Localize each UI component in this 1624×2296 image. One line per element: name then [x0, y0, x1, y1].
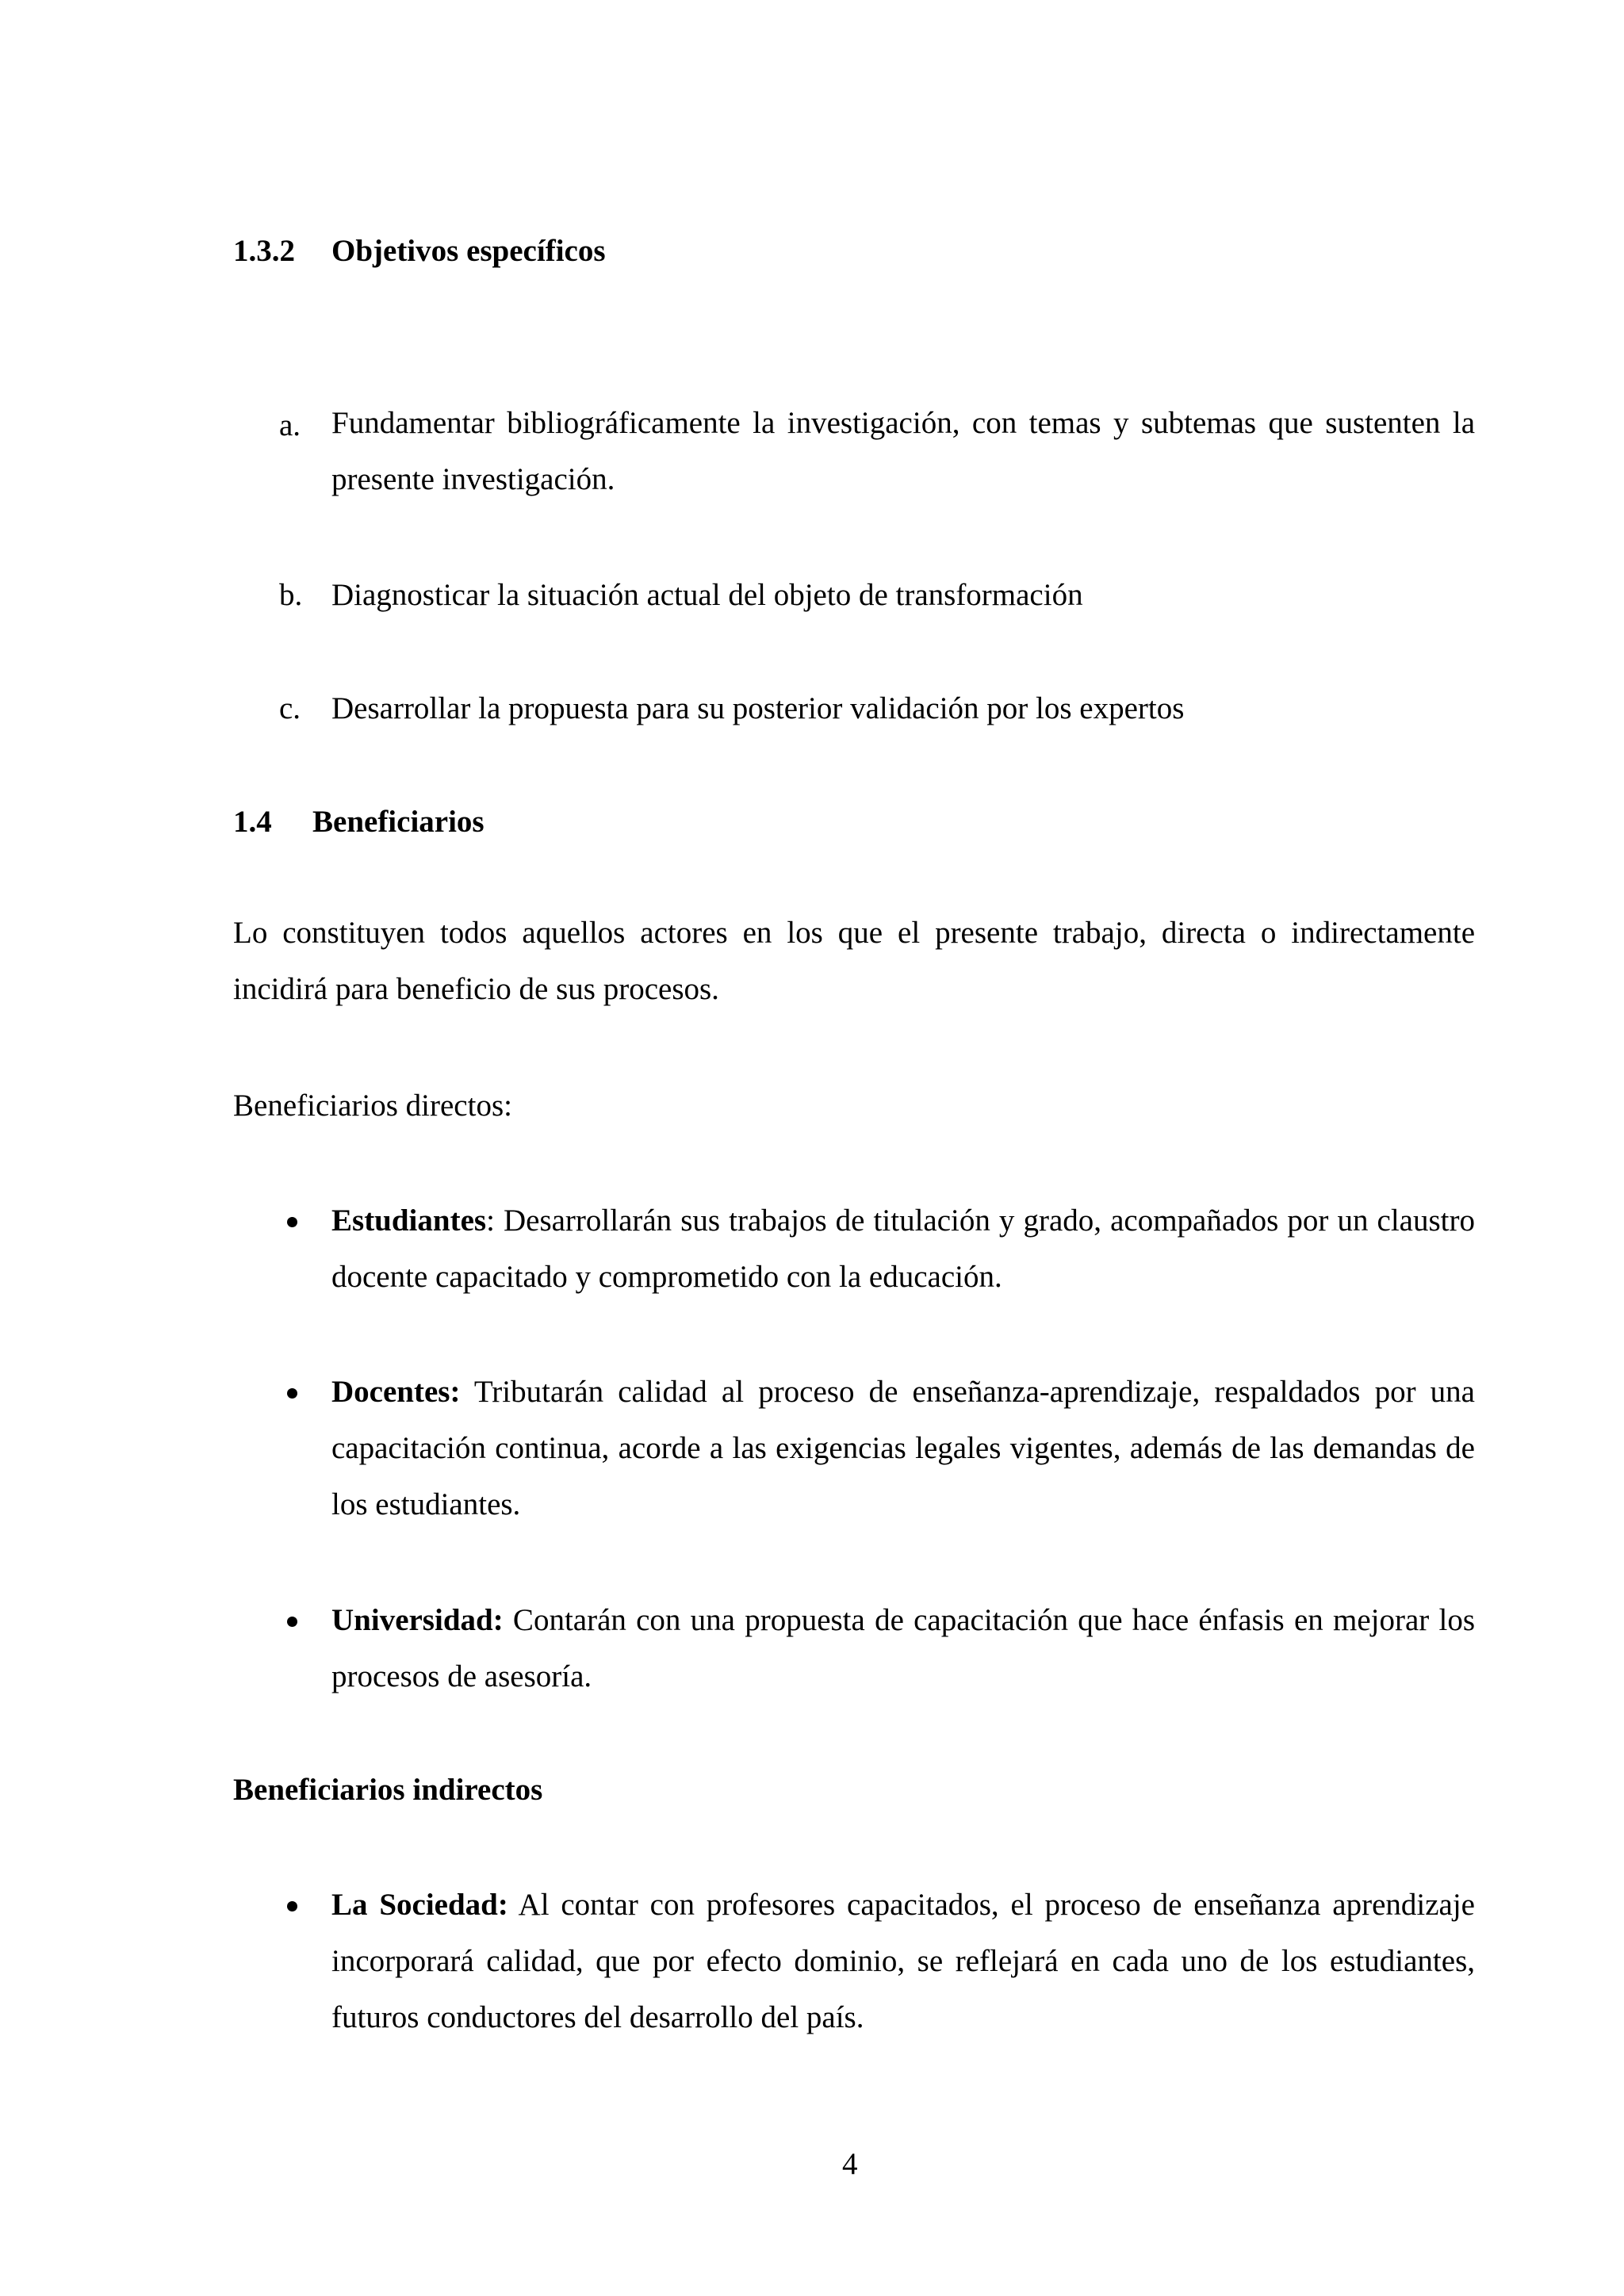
indirect-beneficiaries-heading: Beneficiarios indirectos: [233, 1773, 543, 1807]
list-marker: a.: [279, 408, 301, 442]
section-title: Beneficiarios: [312, 805, 485, 839]
page-number: 4: [842, 2147, 858, 2181]
beneficiary-term: Estudiantes: [331, 1203, 487, 1238]
beneficiary-description: Contarán con una propuesta de capacitación que hace énfasis en mejorar los procesos de asesoría.: [331, 1603, 1475, 1693]
list-item-text: [331, 1192, 1475, 1305]
beneficiary-term: La Sociedad:: [331, 1888, 508, 1922]
list-marker: b.: [279, 578, 303, 612]
list-item-text: Diagnosticar la situación actual del objeto de transformación: [331, 578, 1083, 612]
section-number: 1.4: [233, 805, 272, 839]
intro-paragraph: Lo constituyen todos aquellos actores en los que el presente trabajo, directa o indirectamente incidirá para beneficio de sus procesos.: [233, 916, 1475, 1006]
list-marker: c.: [279, 691, 301, 725]
section-heading-1-3-2: [233, 233, 606, 269]
beneficiary-description: Tributarán calidad al proceso de enseñanza-aprendizaje, respaldados por una capacitación continua, acorde a las exigencias legales vigentes, además de las demandas de los estudiantes.: [331, 1375, 1475, 1521]
list-item-text: Desarrollar la propuesta para su posterior validación por los expertos: [331, 691, 1185, 725]
beneficiary-term: Universidad:: [331, 1603, 504, 1637]
direct-beneficiaries-heading: Beneficiarios directos:: [233, 1089, 512, 1123]
beneficiary-description: Desarrollarán sus trabajos de titulación y grado, acompañados por un claustro docente capacitado y comprometido con la educación.: [331, 1203, 1475, 1294]
list-item-text: [331, 1592, 1475, 1705]
bullet-icon: [287, 1388, 297, 1399]
bullet-icon: [287, 1217, 297, 1227]
list-item-text: [331, 1364, 1475, 1533]
list-item-text: Fundamentar bibliográficamente la investigación, con temas y subtemas que sustenten la presente investigación.: [331, 406, 1475, 496]
bullet-icon: [287, 1901, 297, 1911]
section-heading-1-4: [233, 804, 485, 840]
bullet-icon: [287, 1617, 297, 1627]
section-number: 1.3.2: [233, 234, 295, 268]
list-item-text: [331, 1877, 1475, 2045]
beneficiary-term: Docentes:: [331, 1375, 461, 1409]
term-separator: :: [486, 1203, 495, 1238]
section-title: Objetivos específicos: [331, 234, 606, 268]
beneficiary-description: Al contar con profesores capacitados, el proceso de enseñanza aprendizaje incorporará calidad, que por efecto dominio, se reflejará en cada uno de los estudiantes, futuros conductores del desarrollo del país.: [331, 1888, 1475, 2034]
